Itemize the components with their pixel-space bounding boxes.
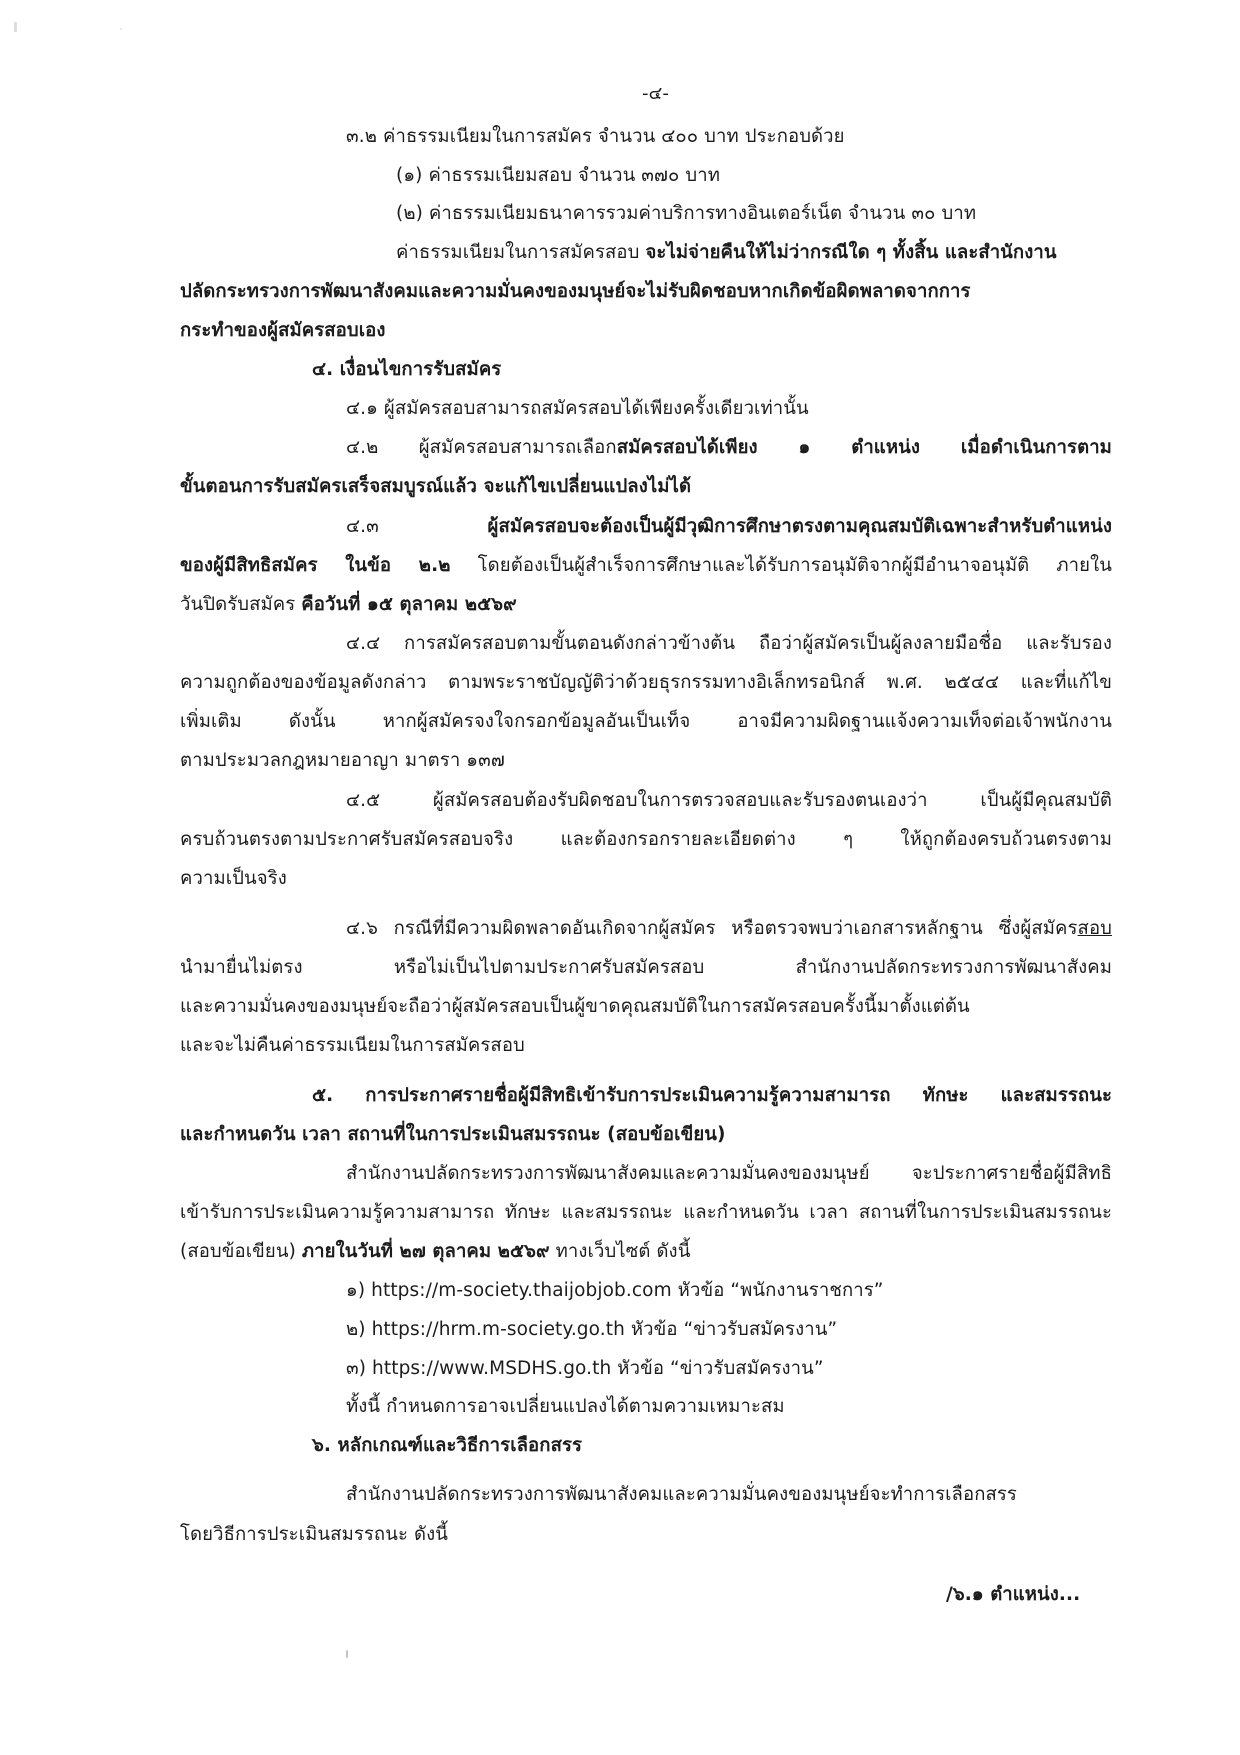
closing-date-label: วันปิดรับสมัคร	[180, 594, 302, 615]
condition-4-3-line-3	[180, 592, 517, 618]
fee-note-line-2: ปลัดกระทรวงการพัฒนาสังคมและความมั่นคงของมนุษย์จะไม่รับผิดชอบหากเกิดข้อผิดพลาดจากการ	[180, 281, 971, 302]
condition-4-2-line-1	[346, 435, 1112, 461]
fee-item-2: (๒) ค่าธรรมเนียมธนาคารรวมค่าบริการทางอินเตอร์เน็ต จำนวน ๓๐ บาท	[396, 203, 977, 224]
fee-note-text: ค่าธรรมเนียมในการสมัครสอบ	[396, 242, 646, 263]
condition-4-4-line-2: ความถูกต้องของข้อมูลดังกล่าว ตามพระราชบัญญัติว่าด้วยธุรกรรมทางอิเล็กทรอนิกส์ พ.ศ. ๒๕๔๔ และที่แก้ไข	[180, 672, 1112, 693]
fee-note-bold: จะไม่จ่ายคืนให้ไม่ว่ากรณีใด ๆ ทั้งสิ้น และสำนักงาน	[645, 242, 1057, 263]
website-3: ๓) https://www.MSDHS.go.th หัวข้อ “ข่าวรับสมัครงาน”	[346, 1358, 824, 1379]
condition-4-2-text: ๔.๒ ผู้สมัครสอบสามารถเลือก	[346, 437, 617, 458]
condition-4-2-bold: สมัครสอบได้เพียง ๑ ตำแหน่ง เมื่อดำเนินการตาม	[616, 437, 1112, 458]
condition-4-6-underlined: สอบ	[1077, 918, 1112, 939]
condition-4-4-line-3: เพิ่มเติม ดังนั้น หากผู้สมัครจงใจกรอกข้อมูลอันเป็นเท็จ อาจมีความผิดฐานแจ้งความเท็จต่อเจ้าพนักงาน	[180, 711, 1112, 732]
section-4-heading: ๔. เงื่อนไขการรับสมัคร	[312, 359, 502, 380]
scan-speck	[346, 1650, 348, 1658]
section-5-website-intro: ทางเว็บไซต์ ดังนี้	[549, 1241, 691, 1262]
fee-item-1: (๑) ค่าธรรมเนียมสอบ จำนวน ๓๗๐ บาท	[396, 165, 721, 186]
condition-4-3-line-1	[346, 514, 1112, 540]
condition-4-3-bold-2: ของผู้มีสิทธิสมัคร ในข้อ ๒.๒	[180, 555, 451, 576]
condition-4-6-line-4: และจะไม่คืนค่าธรรมเนียมในการสมัครสอบ	[180, 1035, 525, 1056]
closing-date: คือวันที่ ๑๕ ตุลาคม ๒๕๖๙	[301, 594, 517, 615]
section-6-para-line-2: โดยวิธีการประเมินสมรรถนะ ดังนี้	[180, 1524, 448, 1545]
section-5-para-line-1: สำนักงานปลัดกระทรวงการพัฒนาสังคมและความมั่นคงของมนุษย์ จะประกาศรายชื่อผู้มีสิทธิ	[346, 1163, 1112, 1184]
condition-4-4-line-4: ตามประมวลกฎหมายอาญา มาตรา ๑๓๗	[180, 750, 505, 771]
section-5-para-line-3	[180, 1239, 690, 1265]
website-1: ๑) https://m-society.thaijobjob.com หัวข้อ “พนักงานราชการ”	[346, 1280, 884, 1301]
condition-4-6-line-2: นำมายื่นไม่ตรง หรือไม่เป็นไปตามประกาศรับสมัครสอบ สำนักงานปลัดกระทรวงการพัฒนาสังคม	[180, 957, 1112, 978]
condition-4-3-num: ๔.๓	[346, 516, 488, 537]
condition-4-3-bold: ผู้สมัครสอบจะต้องเป็นผู้มีวุฒิการศึกษาตรงตามคุณสมบัติเฉพาะสำหรับตำแหน่ง	[487, 516, 1112, 537]
schedule-note: ทั้งนี้ กำหนดการอาจเปลี่ยนแปลงได้ตามความเหมาะสม	[346, 1396, 785, 1417]
condition-4-5-line-1: ๔.๕ ผู้สมัครสอบต้องรับผิดชอบในการตรวจสอบและรับรองตนเองว่า เป็นผู้มีคุณสมบัติ	[346, 790, 1112, 811]
continuation-marker: /๖.๑ ตำแหน่ง...	[946, 1584, 1081, 1605]
page-number: -๔-	[642, 83, 669, 104]
condition-4-1: ๔.๑ ผู้สมัครสอบสามารถสมัครสอบได้เพียงครั้งเดียวเท่านั้น	[346, 398, 809, 419]
condition-4-5-line-2: ครบถ้วนตรงตามประกาศรับสมัครสอบจริง และต้องกรอกรายละเอียดต่าง ๆ ให้ถูกต้องครบถ้วนตรงตาม	[180, 829, 1112, 850]
scan-speck	[14, 22, 17, 32]
condition-4-3-text: โดยต้องเป็นผู้สำเร็จการศึกษาและได้รับการอนุมัติจากผู้มีอำนาจอนุมัติ ภายใน	[450, 555, 1112, 576]
section-6-para-line-1: สำนักงานปลัดกระทรวงการพัฒนาสังคมและความมั่นคงของมนุษย์จะทำการเลือกสรร	[346, 1484, 1017, 1505]
condition-4-6-line-3: และความมั่นคงของมนุษย์จะถือว่าผู้สมัครสอบเป็นผู้ขาดคุณสมบัติในการสมัครสอบครั้งนี้มาตั้งแต่ต้น	[180, 996, 970, 1017]
announcement-date: ภายในวันที่ ๒๗ ตุลาคม ๒๕๖๙	[301, 1241, 550, 1262]
section-5-written-exam: (สอบข้อเขียน)	[180, 1241, 302, 1262]
section-6-heading: ๖. หลักเกณฑ์และวิธีการเลือกสรร	[312, 1435, 583, 1456]
section-5-heading-line-2: และกำหนดวัน เวลา สถานที่ในการประเมินสมรรถนะ (สอบข้อเขียน)	[180, 1124, 726, 1145]
scan-speck	[120, 28, 122, 30]
fee-note-line-3: กระทำของผู้สมัครสอบเอง	[180, 320, 386, 341]
website-2: ๒) https://hrm.m-society.go.th หัวข้อ “ข่าวรับสมัครงาน”	[346, 1319, 838, 1340]
condition-4-6-text: ๔.๖ กรณีที่มีความผิดพลาดอันเกิดจากผู้สมัคร หรือตรวจพบว่าเอกสารหลักฐาน ซึ่งผู้สมัคร	[346, 918, 1078, 939]
condition-4-3-line-2	[180, 553, 1112, 579]
condition-4-5-line-3: ความเป็นจริง	[180, 868, 287, 889]
condition-4-2-line-2: ขั้นตอนการรับสมัครเสร็จสมบูรณ์แล้ว จะแก้ไขเปลี่ยนแปลงไม่ได้	[180, 476, 692, 497]
section-5-heading-line-1: ๕. การประกาศรายชื่อผู้มีสิทธิเข้ารับการประเมินความรู้ความสามารถ ทักษะ และสมรรถนะ	[312, 1085, 1112, 1106]
fee-note-line-1	[396, 240, 1057, 266]
condition-4-6-line-1	[346, 916, 1112, 942]
fee-title: ๓.๒ ค่าธรรมเนียมในการสมัคร จำนวน ๔๐๐ บาท ประกอบด้วย	[346, 126, 845, 147]
section-5-para-line-2: เข้ารับการประเมินความรู้ความสามารถ ทักษะ และสมรรถนะ และกำหนดวัน เวลา สถานที่ในการประเมินสมรรถนะ	[180, 1202, 1112, 1223]
condition-4-4-line-1: ๔.๔ การสมัครสอบตามขั้นตอนดังกล่าวข้างต้น ถือว่าผู้สมัครเป็นผู้ลงลายมือชื่อ และรับรอง	[346, 633, 1112, 654]
